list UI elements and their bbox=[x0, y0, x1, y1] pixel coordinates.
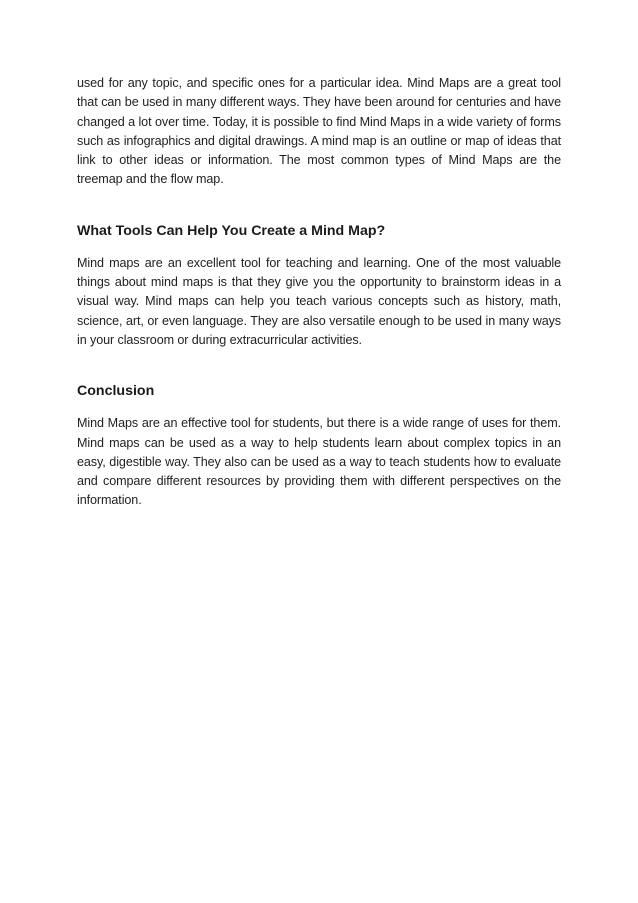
section-heading-tools: What Tools Can Help You Create a Mind Map? bbox=[77, 222, 386, 239]
document-page bbox=[77, 74, 561, 511]
section-body-tools: Mind maps are an excellent tool for teaching and learning. One of the most valuable things about mind maps is that they give you the opportunity to brainstorm ideas in a visual way. Mind maps can help you teach various concepts such as history, math, science, art, or even language. They are also versatile enough to be used in many ways in your classroom or during extracurricular activities. bbox=[77, 255, 561, 347]
intro-paragraph: used for any topic, and specific ones for a particular idea. Mind Maps are a great tool that can be used in many different ways. They have been around for centuries and have changed a lot over time. Today, it is possible to find Mind Maps in a wide variety of forms such as infographics and digital drawings. A mind map is an outline or map of ideas that link to other ideas or information. The most common types of Mind Maps are the treemap and the flow map. bbox=[77, 76, 561, 187]
section-heading-conclusion: Conclusion bbox=[77, 383, 155, 400]
section-body-conclusion: Mind Maps are an effective tool for students, but there is a wide range of uses for them. Mind maps can be used as a way to help students learn about complex topics in an easy, digestible way. They also can be used as a way to teach students how to evaluate and compare different resources by providing them with different perspectives on the information. bbox=[77, 416, 561, 508]
